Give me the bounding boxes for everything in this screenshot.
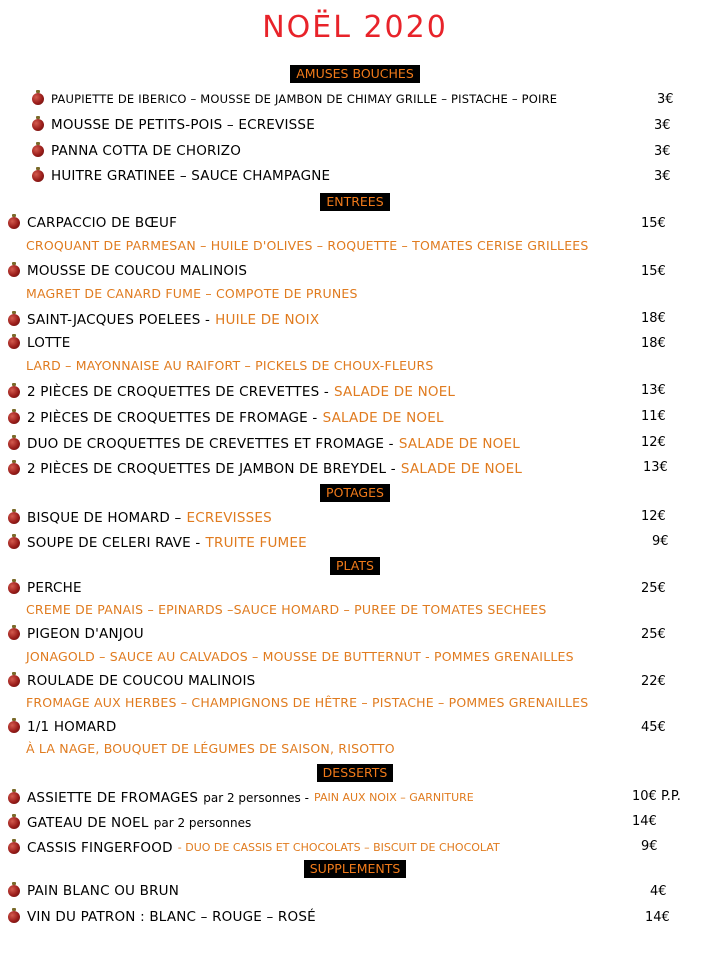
ornament-icon bbox=[32, 170, 44, 182]
price: 3€ bbox=[654, 144, 671, 159]
menu-item: HUITRE GRATINEE – SAUCE CHAMPAGNE bbox=[32, 168, 330, 184]
price: 14€ bbox=[645, 910, 670, 925]
ornament-icon bbox=[32, 145, 44, 157]
price: 15€ bbox=[641, 264, 666, 279]
ornament-icon bbox=[8, 265, 20, 277]
menu-item: PANNA COTTA DE CHORIZO bbox=[32, 143, 241, 159]
ornament-icon bbox=[8, 386, 20, 398]
section-amuses-bouches: AMUSES BOUCHES bbox=[0, 63, 710, 82]
price: 25€ bbox=[641, 627, 666, 642]
price: 12€ bbox=[641, 435, 666, 450]
price: 13€ bbox=[643, 460, 668, 475]
ornament-icon bbox=[8, 675, 20, 687]
price: 45€ bbox=[641, 720, 666, 735]
menu-item: GATEAU DE NOEL par 2 personnes bbox=[8, 813, 251, 832]
price: 9€ bbox=[652, 534, 669, 549]
price: 3€ bbox=[654, 118, 671, 133]
item-description: CROQUANT DE PARMESAN – HUILE D'OLIVES – ROQUETTE – TOMATES CERISE GRILLEES bbox=[26, 238, 589, 253]
ornament-icon bbox=[8, 721, 20, 733]
menu-item: MOUSSE DE COUCOU MALINOIS bbox=[8, 263, 247, 279]
menu-item: SAINT-JACQUES POELEES - HUILE DE NOIX bbox=[8, 310, 319, 329]
ornament-icon bbox=[8, 412, 20, 424]
section-entrees: ENTREES bbox=[0, 191, 710, 210]
price: 14€ bbox=[632, 814, 657, 829]
menu-item: MOUSSE DE PETITS-POIS – ECREVISSE bbox=[32, 117, 315, 133]
menu-item: CASSIS FINGERFOOD - DUO DE CASSIS ET CHOCOLATS – BISCUIT DE CHOCOLAT bbox=[8, 838, 500, 857]
section-potages: POTAGES bbox=[0, 482, 710, 501]
menu-item: PAIN BLANC OU BRUN bbox=[8, 883, 179, 899]
menu-item: PIGEON D'ANJOU bbox=[8, 626, 144, 642]
menu-item: PERCHE bbox=[8, 580, 82, 596]
menu-item: BISQUE DE HOMARD – ECREVISSES bbox=[8, 508, 272, 527]
ornament-icon bbox=[8, 792, 20, 804]
menu-item: CARPACCIO DE BŒUF bbox=[8, 215, 177, 231]
item-description: CREME DE PANAIS – EPINARDS –SAUCE HOMARD – PUREE DE TOMATES SECHEES bbox=[26, 602, 547, 617]
menu-item: DUO DE CROQUETTES DE CREVETTES ET FROMAGE - SALADE DE NOEL bbox=[8, 434, 520, 453]
menu-item: LOTTE bbox=[8, 335, 70, 351]
section-plats: PLATS bbox=[0, 555, 710, 574]
price: 9€ bbox=[641, 839, 658, 854]
price: 3€ bbox=[654, 169, 671, 184]
ornament-icon bbox=[8, 885, 20, 897]
price: 4€ bbox=[650, 884, 667, 899]
ornament-icon bbox=[8, 337, 20, 349]
menu-item: 2 PIÈCES DE CROQUETTES DE FROMAGE - SALADE DE NOEL bbox=[8, 408, 444, 427]
ornament-icon bbox=[8, 314, 20, 326]
price: 18€ bbox=[641, 336, 666, 351]
item-description: À LA NAGE, BOUQUET DE LÉGUMES DE SAISON, RISOTTO bbox=[26, 741, 395, 756]
ornament-icon bbox=[8, 911, 20, 923]
item-description: FROMAGE AUX HERBES – CHAMPIGNONS DE HÊTRE – PISTACHE – POMMES GRENAILLES bbox=[26, 695, 589, 710]
price: 25€ bbox=[641, 581, 666, 596]
menu-item: 2 PIÈCES DE CROQUETTES DE JAMBON DE BREYDEL - SALADE DE NOEL bbox=[8, 459, 522, 478]
ornament-icon bbox=[8, 842, 20, 854]
ornament-icon bbox=[8, 217, 20, 229]
menu-item: VIN DU PATRON : BLANC – ROUGE – ROSÉ bbox=[8, 909, 316, 925]
menu-item: 2 PIÈCES DE CROQUETTES DE CREVETTES - SALADE DE NOEL bbox=[8, 382, 455, 401]
item-description: LARD – MAYONNAISE AU RAIFORT – PICKELS DE CHOUX-FLEURS bbox=[26, 358, 434, 373]
ornament-icon bbox=[8, 582, 20, 594]
price: 10€ P.P. bbox=[632, 789, 681, 804]
ornament-icon bbox=[8, 438, 20, 450]
menu-item: SOUPE DE CELERI RAVE - TRUITE FUMEE bbox=[8, 533, 307, 552]
price: 15€ bbox=[641, 216, 666, 231]
ornament-icon bbox=[8, 628, 20, 640]
price: 12€ bbox=[641, 509, 666, 524]
ornament-icon bbox=[8, 463, 20, 475]
ornament-icon bbox=[8, 512, 20, 524]
section-desserts: DESSERTS bbox=[0, 762, 710, 781]
ornament-icon bbox=[8, 537, 20, 549]
menu-title: NOËL 2020 bbox=[262, 10, 448, 45]
menu-item: PAUPIETTE DE IBERICO – MOUSSE DE JAMBON DE CHIMAY GRILLE – PISTACHE – POIRE bbox=[32, 92, 557, 106]
menu-item: 1/1 HOMARD bbox=[8, 719, 116, 735]
item-description: MAGRET DE CANARD FUME – COMPOTE DE PRUNES bbox=[26, 286, 358, 301]
price: 18€ bbox=[641, 311, 666, 326]
ornament-icon bbox=[8, 817, 20, 829]
ornament-icon bbox=[32, 119, 44, 131]
ornament-icon bbox=[32, 93, 44, 105]
menu-item: ROULADE DE COUCOU MALINOIS bbox=[8, 673, 255, 689]
price: 3€ bbox=[657, 92, 674, 107]
menu-item: ASSIETTE DE FROMAGES par 2 personnes - PAIN AUX NOIX – GARNITURE bbox=[8, 788, 474, 807]
price: 13€ bbox=[641, 383, 666, 398]
section-supplements: SUPPLEMENTS bbox=[0, 858, 710, 877]
price: 11€ bbox=[641, 409, 666, 424]
price: 22€ bbox=[641, 674, 666, 689]
item-description: JONAGOLD – SAUCE AU CALVADOS – MOUSSE DE BUTTERNUT - POMMES GRENAILLES bbox=[26, 649, 574, 664]
